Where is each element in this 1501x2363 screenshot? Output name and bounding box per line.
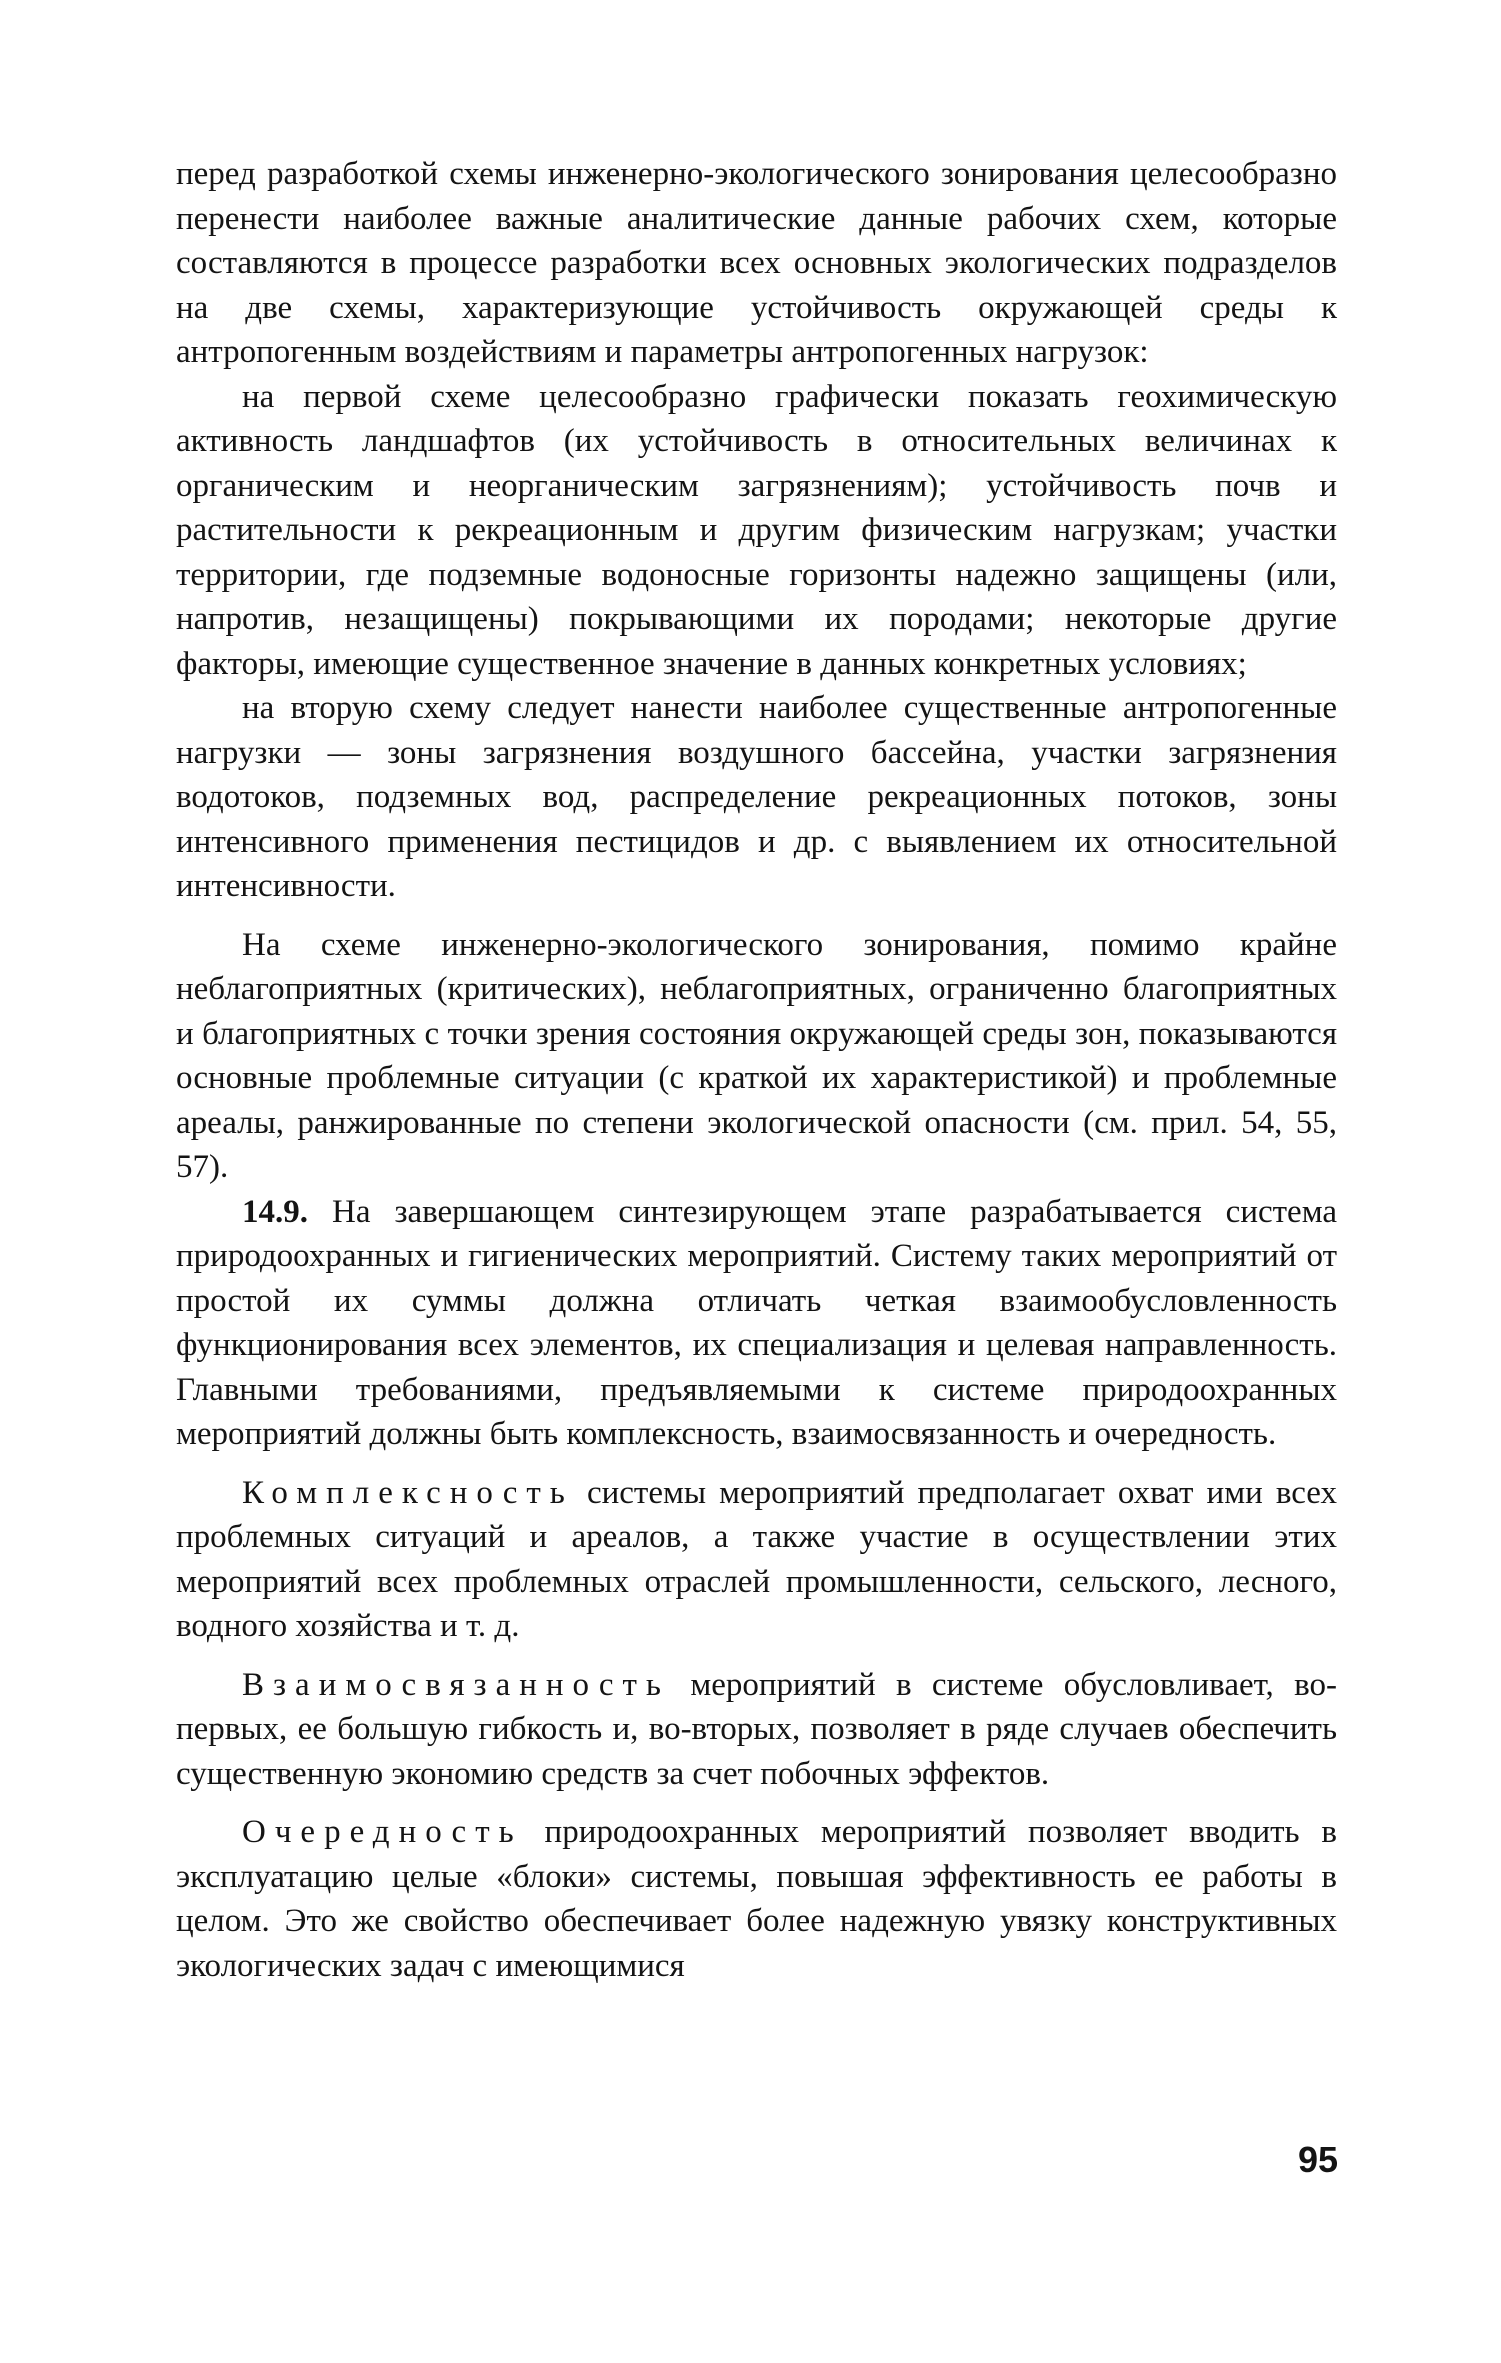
interconnection-text: мероприятий в системе обусловливает, во-первых, ее большую гибкость и, во-вторых, позволяет в ряде случаев обеспечить существенную экономию средств за счет побочных эффектов. bbox=[176, 1666, 1337, 1792]
term-complexity: Комплексность bbox=[242, 1474, 574, 1511]
paragraph-sequence bbox=[176, 1810, 1337, 1988]
page-number: 95 bbox=[1297, 2139, 1338, 2180]
body-text bbox=[176, 152, 1337, 1988]
paragraph-zoning-scheme: На схеме инженерно-экологического зонирования, помимо крайне неблагоприятных (критических), неблагоприятных, ограниченно благоприятных и благоприятных с точки зрения состояния окружающей среды зон, показываются основные проблемные ситуации (с краткой их характеристикой) и проблемные ареалы, ранжированные по степени экологической опасности (см. прил. 54, 55, 57). bbox=[176, 926, 1337, 1185]
term-sequence: Очередность bbox=[242, 1814, 523, 1850]
paragraph-second-scheme: на вторую схему следует нанести наиболее существенные антропогенные нагрузки — зоны загрязнения воздушного бассейна, участки загрязнения водотоков, подземных вод, распределение рекреационных потоков, зоны интенсивного применения пестицидов и др. с выявлением их относительной интенсивности. bbox=[176, 690, 1337, 904]
complexity-text: системы мероприятий предполагает охват ими всех проблемных ситуаций и ареалов, а также участие в осуществлении этих мероприятий всех проблемных отраслей промышленности, сельского, лесного, водного хозяйства и т. д. bbox=[176, 1474, 1337, 1644]
section-text: На завершающем синтезирующем этапе разрабатывается система природоохранных и гигиенических мероприятий. Систему таких мероприятий от простой их суммы должна отличать четкая взаимообусловленность функционирования всех элементов, их специализация и целевая направленность. Главными требованиями, предъявляемыми к системе природоохранных мероприятий должны быть комплексность, взаимосвязанность и очередность. bbox=[176, 1193, 1338, 1452]
sequence-text: природоохранных мероприятий позволяет вводить в эксплуатацию целые «блоки» системы, повышая эффективность ее работы в целом. Это же свойство обеспечивает более надежную увязку конструктивных экологических задач с имеющимися bbox=[176, 1814, 1338, 1984]
paragraph-first-scheme: на первой схеме целесообразно графически показать геохимическую активность ландшафтов (их устойчивость в относительных величинах к органическим и неорганическим загрязнениям); устойчивость почв и растительности к рекреационным и другим физическим нагрузкам; участки территории, где подземные водоносные горизонты надежно защищены (или, напротив, незащищены) покрывающими их породами; некоторые другие факторы, имеющие существенное значение в данных конкретных условиях; bbox=[176, 378, 1337, 682]
paragraph-interconnection bbox=[176, 1663, 1337, 1797]
paragraph-section-14-9 bbox=[176, 1190, 1337, 1457]
paragraph-complexity bbox=[176, 1471, 1337, 1649]
section-number: 14.9. bbox=[242, 1193, 308, 1230]
paragraph-intro: перед разработкой схемы инженерно-экологического зонирования целесообразно перенести наиболее важные аналитические данные рабочих схем, которые составляются в процессе разработки всех основных экологических подразделов на две схемы, характеризующие устойчивость окружающей среды к антропогенным воздействиям и параметры антропогенных нагрузок: bbox=[176, 156, 1337, 370]
term-interconnection: Взаимосвязанность bbox=[242, 1666, 670, 1703]
